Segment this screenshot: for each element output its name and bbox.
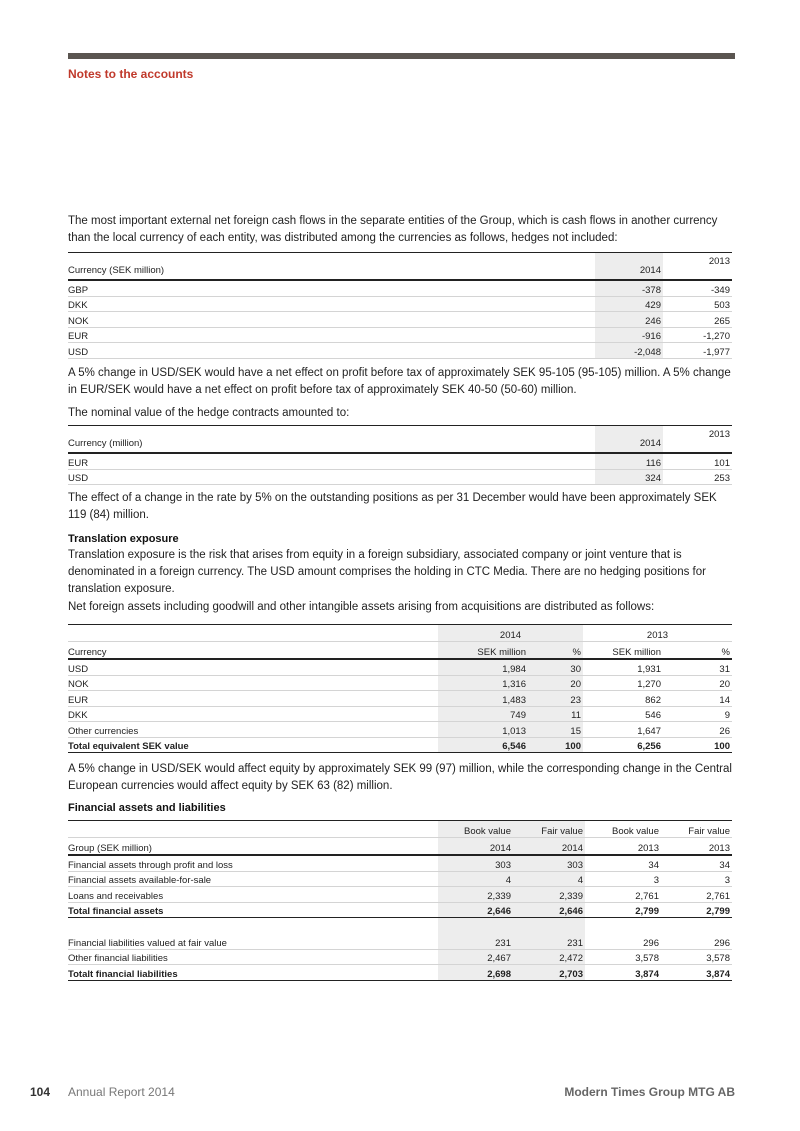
table-cell: 101 — [663, 453, 732, 469]
column-header: 2013 — [661, 838, 732, 856]
table-row — [68, 453, 732, 469]
table-cell: 30 — [528, 659, 583, 675]
table-cell: 23 — [528, 691, 583, 707]
equity-paragraph: A 5% change in USD/SEK would affect equity by approximately SEK 99 (97) million, while the corresponding change in the Central European currencies would affect equity by SEK 63 (82) million. — [68, 763, 732, 792]
column-header: % — [528, 642, 583, 660]
table-cell: Other financial liabilities — [68, 949, 438, 965]
table-cell: USD — [68, 659, 438, 675]
table-cell: 4 — [513, 871, 585, 887]
table-row — [68, 887, 732, 903]
table-cell: -1,270 — [663, 327, 732, 343]
table-cell: 34 — [661, 855, 732, 871]
table-cell: USD — [68, 343, 595, 359]
table-cell: 1,316 — [438, 675, 528, 691]
table-cell: EUR — [68, 691, 438, 707]
table-row — [68, 343, 732, 359]
hedge-table — [68, 425, 732, 485]
table-total-row — [68, 737, 732, 753]
column-header: Currency (SEK million) — [68, 253, 595, 281]
table-row — [68, 722, 732, 738]
table-cell: 15 — [528, 722, 583, 738]
table-cell: 11 — [528, 706, 583, 722]
column-header: 2014 — [595, 426, 663, 454]
net-assets-intro: Net foreign assets including goodwill and other intangible assets arising from acquisitions are distributed as follows: — [68, 601, 655, 613]
table-cell: 1,931 — [583, 659, 663, 675]
table-cell: 3,874 — [585, 965, 661, 981]
section-title: Notes to the accounts — [68, 67, 194, 81]
table-cell: 2,339 — [513, 887, 585, 903]
table-cell: 34 — [585, 855, 661, 871]
column-header: 2013 — [663, 426, 732, 454]
table-row — [68, 706, 732, 722]
financial-table — [68, 820, 732, 981]
table-cell: 2,467 — [438, 949, 513, 965]
table-cell: 246 — [595, 312, 663, 328]
column-header: Group (SEK million) — [68, 838, 438, 856]
table-cell: -349 — [663, 280, 732, 296]
translation-paragraph: Translation exposure is the risk that arises from equity in a foreign subsidiary, associated company or joint venture that is denominated in a foreign currency. The USD amount comprises the holding in CTC Media. There are no hedging positions for translation exposure. — [68, 549, 706, 595]
table-cell: NOK — [68, 312, 595, 328]
translation-heading: Translation exposure — [68, 533, 179, 545]
table-cell: 100 — [528, 737, 583, 753]
net-assets-table — [68, 624, 732, 753]
table-cell: 503 — [663, 296, 732, 312]
table-cell: 2,646 — [438, 902, 513, 918]
column-header: % — [663, 642, 732, 660]
table-cell: Financial assets available-for-sale — [68, 871, 438, 887]
table-cell: 6,256 — [583, 737, 663, 753]
table-cell: 429 — [595, 296, 663, 312]
table-cell: 1,984 — [438, 659, 528, 675]
table-header-row — [68, 625, 732, 642]
table-total-row — [68, 965, 732, 981]
table-row — [68, 871, 732, 887]
table-cell: USD — [68, 469, 595, 485]
column-header: 2014 — [513, 838, 585, 856]
column-header: 2013 — [585, 838, 661, 856]
table-cell: 2,703 — [513, 965, 585, 981]
table-cell: 6,546 — [438, 737, 528, 753]
table-cell: 3,874 — [661, 965, 732, 981]
table-cell: 231 — [438, 934, 513, 949]
column-header: 2013 — [663, 253, 732, 281]
table-cell: 2,761 — [661, 887, 732, 903]
table-cell: 20 — [663, 675, 732, 691]
table-cell: -916 — [595, 327, 663, 343]
intro-paragraph: The most important external net foreign cash flows in the separate entities of the Group, which is cash flows in another currency than the local currency of each entity, was distributed among the currencies as follows, hedges not included: — [68, 215, 718, 244]
table-cell: 20 — [528, 675, 583, 691]
table-header-row — [68, 642, 732, 660]
table-cell: 3,578 — [661, 949, 732, 965]
rate-effect-paragraph: The effect of a change in the rate by 5% on the outstanding positions as per 31 December would have been approximately SEK 119 (84) million. — [68, 492, 717, 521]
table-cell: 303 — [513, 855, 585, 871]
table-cell: Total financial assets — [68, 902, 438, 918]
table-cell: 231 — [513, 934, 585, 949]
table-cell: 2,698 — [438, 965, 513, 981]
financial-heading: Financial assets and liabilities — [68, 802, 226, 814]
table-cell: 2,472 — [513, 949, 585, 965]
table-cell: 1,483 — [438, 691, 528, 707]
table-cell: Totalt financial liabilities — [68, 965, 438, 981]
table-row — [68, 327, 732, 343]
table-cell: GBP — [68, 280, 595, 296]
table-cell: -2,048 — [595, 343, 663, 359]
company-name: Modern Times Group MTG AB — [564, 1085, 735, 1099]
table-cell: 3 — [585, 871, 661, 887]
table-cell: Financial liabilities valued at fair value — [68, 934, 438, 949]
table-cell: 31 — [663, 659, 732, 675]
table-cell: Financial assets through profit and loss — [68, 855, 438, 871]
table-row — [68, 312, 732, 328]
column-header: Fair value — [513, 821, 585, 838]
table-header-row — [68, 838, 732, 856]
table-cell: Total equivalent SEK value — [68, 737, 438, 753]
table-cell: 1,013 — [438, 722, 528, 738]
table-row — [68, 469, 732, 485]
table-cell: 296 — [585, 934, 661, 949]
table-cell: 14 — [663, 691, 732, 707]
table-cell: 2,799 — [585, 902, 661, 918]
table-row — [68, 934, 732, 949]
table-row — [68, 280, 732, 296]
column-header: Currency — [68, 642, 438, 660]
column-header: 2014 — [438, 625, 583, 642]
table-cell: 303 — [438, 855, 513, 871]
table-row — [68, 855, 732, 871]
table-cell: 324 — [595, 469, 663, 485]
column-header: 2014 — [438, 838, 513, 856]
table-cell: NOK — [68, 675, 438, 691]
column-header: Book value — [438, 821, 513, 838]
table-cell: 26 — [663, 722, 732, 738]
table-row — [68, 296, 732, 312]
table-row — [68, 949, 732, 965]
column-header: Currency (million) — [68, 426, 595, 454]
table-cell: Loans and receivables — [68, 887, 438, 903]
table-cell: 4 — [438, 871, 513, 887]
column-header: Fair value — [661, 821, 732, 838]
column-header: SEK million — [583, 642, 663, 660]
table-cell: 265 — [663, 312, 732, 328]
table-cell: Other currencies — [68, 722, 438, 738]
header-rule — [68, 53, 735, 59]
table-cell: 1,270 — [583, 675, 663, 691]
table-cell: EUR — [68, 327, 595, 343]
table-cell: DKK — [68, 706, 438, 722]
table-cell: 1,647 — [583, 722, 663, 738]
page-number: 104 — [30, 1085, 51, 1099]
column-header: Book value — [585, 821, 661, 838]
table-cell: 749 — [438, 706, 528, 722]
table-cell: -1,977 — [663, 343, 732, 359]
table-row — [68, 659, 732, 675]
table-cell: 2,761 — [585, 887, 661, 903]
table-cell: 2,799 — [661, 902, 732, 918]
table-cell: 253 — [663, 469, 732, 485]
column-header: 2013 — [583, 625, 732, 642]
table-cell: 2,339 — [438, 887, 513, 903]
column-header: SEK million — [438, 642, 528, 660]
hedge-intro: The nominal value of the hedge contracts amounted to: — [68, 407, 350, 419]
table-cell: -378 — [595, 280, 663, 296]
table-row — [68, 675, 732, 691]
table-spacer-row — [68, 918, 732, 935]
table-total-row — [68, 902, 732, 918]
table-cell: 3 — [661, 871, 732, 887]
table-cell: 3,578 — [585, 949, 661, 965]
table-header-row — [68, 253, 732, 281]
table-header-row — [68, 821, 732, 838]
table-cell: 296 — [661, 934, 732, 949]
table-cell: 862 — [583, 691, 663, 707]
cashflow-table — [68, 252, 732, 359]
table-cell: 100 — [663, 737, 732, 753]
column-header: 2014 — [595, 253, 663, 281]
table-row — [68, 691, 732, 707]
table-header-row — [68, 426, 732, 454]
table-cell: DKK — [68, 296, 595, 312]
table-cell: EUR — [68, 453, 595, 469]
table-cell: 2,646 — [513, 902, 585, 918]
sensitivity-paragraph: A 5% change in USD/SEK would have a net effect on profit before tax of approximately SEK 95-105 (95-105) million. A 5% change in EUR/SEK would have a net effect on profit before tax of approximately SEK 40-50 (50-60) million. — [68, 367, 731, 396]
report-name: Annual Report 2014 — [68, 1085, 175, 1099]
table-cell: 9 — [663, 706, 732, 722]
table-cell: 546 — [583, 706, 663, 722]
table-cell: 116 — [595, 453, 663, 469]
